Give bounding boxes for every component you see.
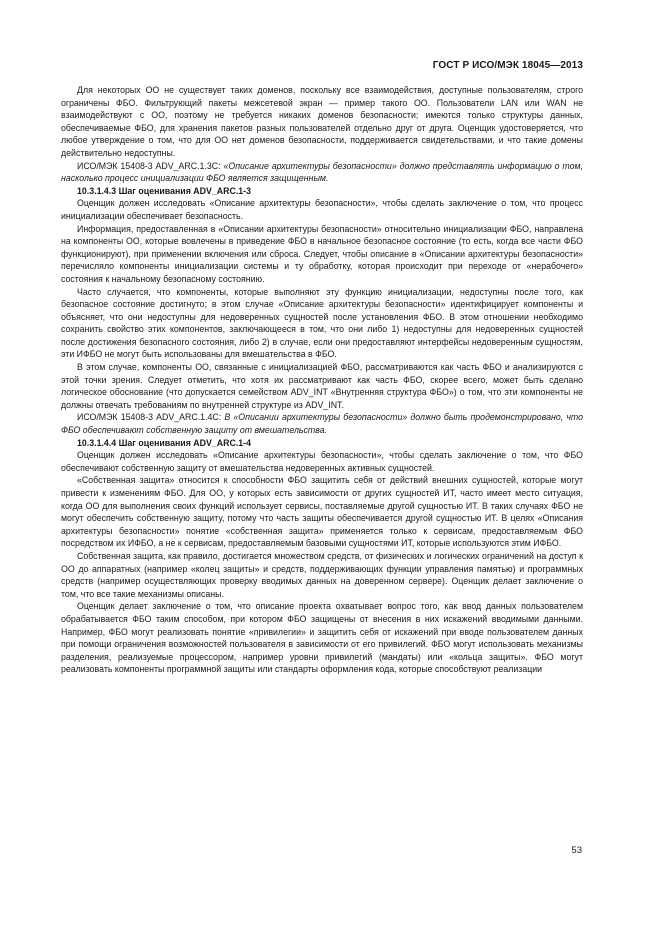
standard-reference-code: ИСО/МЭК 15408-3 ADV_ARC.1.3C: (77, 160, 224, 171)
standard-reference-paragraph (61, 160, 583, 185)
page-number: 53 (571, 845, 582, 856)
body-paragraph: В этом случае, компоненты ОО, связанные с инициализацией ФБО, рассматриваются как часть ФБО и анализируются с этой точки зрения. Следует отметить, что хотя их рассматривают как часть ФБО, скорее всего, может быть сделано логическое обоснование (что допускается семейством ADV_INT «Внутренняя структура ФБО») о том, что эти компоненты не должны отвечать требованиям по внутренней структуре из ADV_INT. (61, 362, 583, 410)
standard-reference-code: ИСО/МЭК 15408-3 ADV_ARC.1.4C: (77, 412, 225, 423)
document-body (61, 84, 583, 676)
standard-reference-requirement: В «Описании архитектуры безопасности» должно быть продемонстрировано, что ФБО обеспечивают собственную защиту от вмешательства. (61, 412, 583, 436)
body-paragraph: «Собственная защита» относится к способности ФБО защитить себя от действий внешних сущностей, которые могут привести к изменениям ФБО. Для ОО, у которых есть зависимости от других сущностей ИТ, часто имеет место ситуация, когда ОО для выполнения своих функций использует сервисы, поставляемые другой сущностью ИТ. В таких случаях ФБО не могут обеспечить собственную защиту, потому что часть защиты обеспечивается другой сущностью ИТ. В целях «Описания архитектуры безопасности» понятие «собственная защита» применяется только к сервисам, предоставляемым ФБО посредством их ИФБО, а не к сервисам, предоставляемым базовыми сущностями ИТ, которые используются этим ИФБО. (61, 475, 583, 549)
standard-reference-paragraph (61, 411, 583, 436)
body-paragraph: Для некоторых ОО не существует таких доменов, поскольку все взаимодействия, доступные пользователям, строго ограничены ФБО. Фильтрующий пакеты межсетевой экран — пример такого ОО. Пользователи LAN или WAN не взаимодействуют с ОО, поэтому не требуется никаких доменов безопасности; имеются только структуры данных, обеспечиваемые ФБО, для хранения пакетов разных пользователей отдельно друг от друга. Оценщик удостоверяется, что любое утверждение о том, что для ОО нет доменов безопасности, поддерживается свидетельствами, и что такие домены действительно недоступны. (61, 85, 583, 158)
body-paragraph: Оценщик делает заключение о том, что описание проекта охватывает вопрос того, как ввод данных пользователем обрабатывается ФБО таким способом, при котором ФБО защищены от внесения в них искажений вводимыми данными. Например, ФБО могут реализовать понятие «привилегии» и защитить себя от искажений при вводе пользователем данных при помощи ограничения возможностей пользователя в зависимости от его привилегий. ФБО могут использовать механизмы разделения, реализуемые процессором, например уровни привилегий (мандаты) или «кольца защиты». ФБО могут реализовать компоненты программной защиты или стандарты оформления кода, которые способствуют реализации (61, 601, 583, 675)
body-paragraph: Оценщик должен исследовать «Описание архитектуры безопасности», чтобы сделать заключение о том, что ФБО обеспечивают собственную защиту от вмешательства недоверенных активных сущностей. (61, 450, 583, 473)
body-paragraph: Информация, предоставленная в «Описании архитектуры безопасности» относительно инициализации ФБО, направлена на компоненты ОО, которые вовлечены в приведение ФБО в начальное безопасное состояние (то есть, когда все части ФБО функционируют), при применении включения или сброса. Следует, чтобы описание в «Описании архитектуры безопасности» перечисляло компоненты инициализации системы и ту обработку, которая происходит при переходе от «нерабочего» состояния к начальному безопасному состоянию. (61, 223, 583, 284)
evaluation-step-heading: 10.3.1.4.4 Шаг оценивания ADV_ARC.1-4 (77, 437, 251, 448)
evaluation-step-heading: 10.3.1.4.3 Шаг оценивания ADV_ARC.1-3 (77, 185, 251, 196)
body-paragraph: Собственная защита, как правило, достигается множеством средств, от физических и логических ограничений на доступ к ОО до аппаратных (например «колец защиты» и средств, поддерживающих функции управления памятью) и программных средств (например осуществляющих проверку вводимых данных на доверенном сервере). Оценщик делает заключение о том, что все такие механизмы описаны. (61, 550, 583, 599)
body-paragraph: Часто случается, что компоненты, которые выполняют эту функцию инициализации, недоступны после того, как безопасное состояние достигнуто; в этом случае «Описание архитектуры безопасности» идентифицирует компоненты и объясняет, что они недоступны для недоверенных сущностей после установления ФБО. В этом отношении необходимо сохранить свойство этих компонентов, заключающееся в том, что они либо 1) недоступны для недоверенных сущностей после достижения безопасного состояния, либо 2) в случае, если они предоставляют интерфейсы недоверенным сущностям, эти ИФБО не могут быть использованы для вмешательства в ФБО. (61, 286, 583, 360)
body-paragraph: Оценщик должен исследовать «Описание архитектуры безопасности», чтобы сделать заключение о том, что процесс инициализации обеспечивает безопасность. (61, 198, 583, 221)
standard-reference-requirement: «Описание архитектуры безопасности» должно представлять информацию о том, насколько процесс инициализации ФБО является защищенным. (61, 160, 583, 184)
page-header-standard-title: ГОСТ Р ИСО/МЭК 18045—2013 (432, 60, 583, 71)
